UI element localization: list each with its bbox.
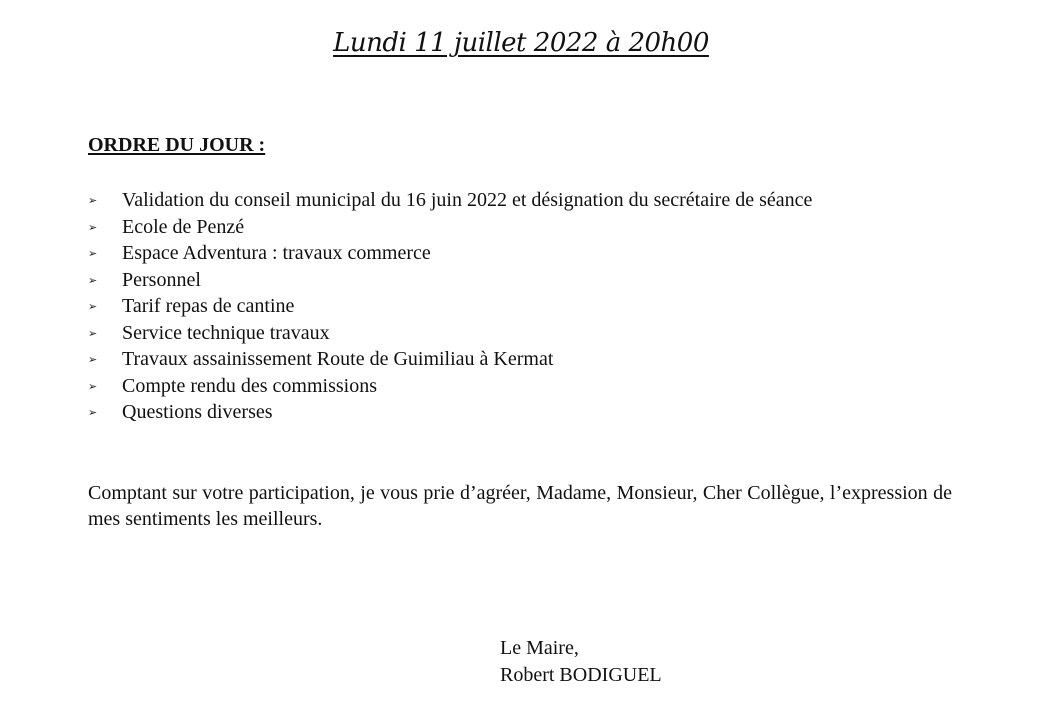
agenda-item bbox=[88, 267, 812, 294]
meeting-date-title: Lundi 11 juillet 2022 à 20h00 bbox=[333, 28, 709, 58]
arrow-bullet-icon: ➢ bbox=[88, 247, 98, 260]
agenda-item bbox=[88, 373, 812, 400]
closing-paragraph: Comptant sur votre participation, je vous prie d’agréer, Madame, Monsieur, Cher Collègue, l’expression de mes sentiments les meilleurs. bbox=[88, 482, 952, 530]
agenda-item bbox=[88, 187, 812, 214]
agenda-item-text: Tarif repas de cantine bbox=[122, 295, 295, 317]
agenda-item-text: Personnel bbox=[122, 268, 201, 291]
agenda-item-text: Service technique travaux bbox=[122, 321, 330, 344]
arrow-bullet-icon: ➢ bbox=[88, 273, 98, 287]
agenda-item bbox=[88, 399, 812, 426]
arrow-bullet-icon: ➢ bbox=[88, 353, 98, 366]
agenda-item-text: Questions diverses bbox=[122, 401, 273, 423]
agenda-item bbox=[88, 293, 812, 320]
signature-block bbox=[500, 635, 662, 689]
signature-title: Le Maire, bbox=[500, 637, 579, 659]
agenda-item bbox=[88, 214, 812, 241]
agenda-list bbox=[88, 187, 812, 426]
agenda-item bbox=[88, 320, 812, 347]
agenda-item bbox=[88, 240, 812, 267]
agenda-heading: ORDRE DU JOUR : bbox=[88, 134, 266, 156]
agenda-item bbox=[88, 346, 812, 373]
arrow-bullet-icon: ➢ bbox=[88, 194, 98, 207]
arrow-bullet-icon: ➢ bbox=[88, 220, 98, 234]
agenda-item-text: Ecole de Penzé bbox=[122, 215, 245, 238]
agenda-item-text: Travaux assainissement Route de Guimiliau à Kermat bbox=[122, 348, 554, 370]
arrow-bullet-icon: ➢ bbox=[88, 300, 98, 313]
agenda-item-text: Espace Adventura : travaux commerce bbox=[122, 242, 431, 264]
agenda-item-text: Compte rendu des commissions bbox=[122, 374, 377, 397]
arrow-bullet-icon: ➢ bbox=[88, 379, 98, 393]
arrow-bullet-icon: ➢ bbox=[88, 326, 98, 340]
arrow-bullet-icon: ➢ bbox=[88, 406, 98, 419]
signature-name: Robert BODIGUEL bbox=[500, 664, 662, 686]
agenda-item-text: Validation du conseil municipal du 16 juin 2022 et désignation du secrétaire de séance bbox=[122, 189, 813, 211]
